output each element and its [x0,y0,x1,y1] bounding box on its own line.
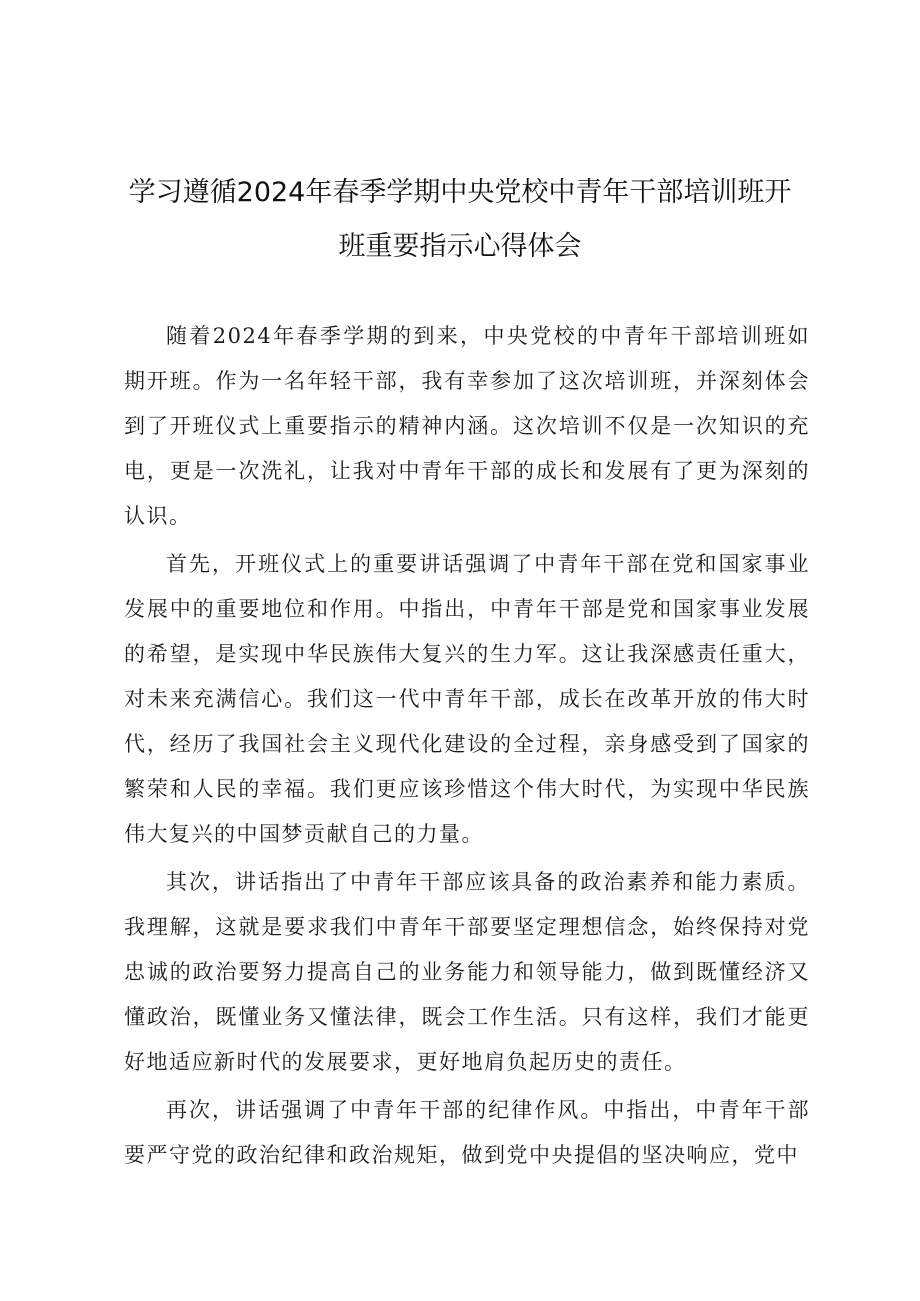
paragraph-second: 其次，讲话指出了中青年干部应该具备的政治素养和能力素质。我理解，这就是要求我们中青年干部要坚定理想信念，始终保持对党忠诚的政治要努力提高自己的业务能力和领导能力，做到既懂经济又懂政治，既懂业务又懂法律，既会工作生活。只有这样，我们才能更好地适应新时代的发展要求，更好地肩负起历史的责任。 [124,870,810,1074]
document-body [124,314,810,1181]
paragraph-third: 再次，讲话强调了中青年干部的纪律作风。中指出，中青年干部要严守党的政治纪律和政治规矩，做到党中央提倡的坚决响应，党中 [124,1098,810,1167]
paragraph-intro: 随着2024年春季学期的到来，中央党校的中青年干部培训班如期开班。作为一名年轻干部，我有幸参加了这次培训班，并深刻体会到了开班仪式上重要指示的精神内涵。这次培训不仅是一次知识的充电，更是一次洗礼，让我对中青年干部的成长和发展有了更为深刻的认识。 [124,324,810,528]
document-title [100,166,820,274]
title-line-2: 班重要指示心得体会 [338,231,582,262]
title-line-1: 学习遵循2024年春季学期中央党校中青年干部培训班开 [128,177,792,208]
paragraph-first: 首先，开班仪式上的重要讲话强调了中青年干部在党和国家事业发展中的重要地位和作用。中指出，中青年干部是党和国家事业发展的希望，是实现中华民族伟大复兴的生力军。这让我深感责任重大，对未来充满信心。我们这一代中青年干部，成长在改革开放的伟大时代，经历了我国社会主义现代化建设的全过程，亲身感受到了国家的繁荣和人民的幸福。我们更应该珍惜这个伟大时代，为实现中华民族伟大复兴的中国梦贡献自己的力量。 [124,552,810,846]
